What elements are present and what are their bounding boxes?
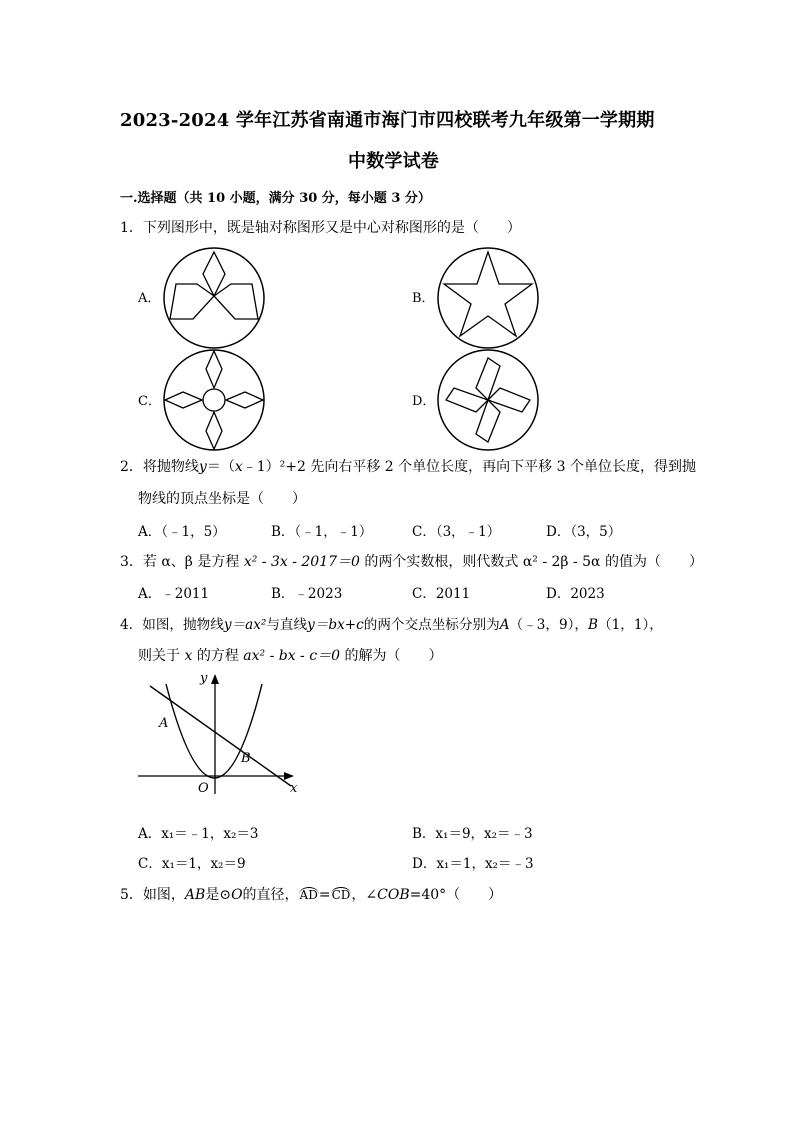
q2-option-a: A．（﹣1，5） bbox=[138, 524, 226, 540]
arc-cd: CD bbox=[331, 888, 351, 902]
q4-option-d: D．x₁＝1，x₂＝﹣3 bbox=[412, 856, 534, 872]
q2-option-c: C．（3，﹣1） bbox=[412, 524, 501, 540]
q4-option-a: A．x₁＝﹣1，x₂＝3 bbox=[138, 826, 259, 842]
q3-equation: x² - 3x - 2017＝0 bbox=[243, 554, 360, 570]
q4-stem-mid: 与直线 bbox=[266, 617, 308, 633]
q2-stem-prefix: 2．将抛物线 bbox=[120, 459, 199, 475]
q4-point-a: A bbox=[499, 617, 510, 633]
q3-option-a: A．﹣2011 bbox=[138, 586, 210, 602]
q5-equals: = bbox=[318, 887, 331, 903]
q3-stem-rest: 的两个实数根，则代数式 α² - 2β - 5α 的值为（ ） bbox=[364, 554, 703, 570]
q2-var-y: y bbox=[198, 459, 207, 475]
question-2-stem-line2: 物线的顶点坐标是（ ） bbox=[138, 491, 306, 507]
q5-cob: COB bbox=[377, 887, 410, 903]
origin-label: O bbox=[198, 781, 209, 796]
q3-option-b: B．﹣2023 bbox=[271, 586, 343, 602]
q4-stem2-rest: 的解为（ ） bbox=[344, 648, 443, 664]
q4-line-eq: y＝bx+c bbox=[307, 617, 364, 633]
q5-stem-rest: =40°（ ） bbox=[409, 887, 503, 903]
q4-var-x: x bbox=[184, 648, 193, 664]
arc-ad: AD bbox=[299, 888, 318, 902]
q1-option-b-figure bbox=[436, 246, 540, 350]
q2-stem-mid: ＝（ bbox=[206, 459, 235, 475]
q4-point-b-coord: （1，1）， bbox=[597, 617, 663, 633]
point-a-label: A bbox=[159, 716, 169, 731]
q5-stem-prefix: 5．如图， bbox=[120, 887, 185, 903]
q2-var-x: x bbox=[234, 459, 243, 475]
q4-graph-figure bbox=[134, 670, 306, 800]
q3-option-d: D．2023 bbox=[546, 586, 605, 602]
q4-option-c: C．x₁＝1，x₂＝9 bbox=[138, 856, 246, 872]
q5-stem-mid: 是⊙ bbox=[205, 887, 232, 903]
question-4-stem-line1 bbox=[120, 613, 663, 633]
straight-line bbox=[150, 686, 291, 786]
x-axis-arrow bbox=[284, 772, 294, 780]
q4-stem2-mid: 的方程 bbox=[196, 648, 239, 664]
q1-option-a-figure bbox=[162, 246, 266, 350]
q1-option-d-label: D． bbox=[412, 394, 436, 409]
q5-stem-mid2: 的直径， bbox=[242, 887, 299, 903]
q4-parabola-eq: y＝ax² bbox=[223, 617, 267, 633]
q4-point-b: B bbox=[587, 617, 598, 633]
page-title-line1: 2023-2024 学年江苏省南通市海门市四校联考九年级第一学期期 bbox=[120, 110, 655, 131]
q4-stem-mid2: 的两个交点坐标分别为 bbox=[363, 617, 500, 633]
q2-option-d: D．（3，5） bbox=[546, 524, 622, 540]
question-4-stem-line2 bbox=[138, 645, 442, 665]
q1-option-c-figure bbox=[162, 348, 266, 452]
q5-stem-mid3: ，∠ bbox=[351, 887, 378, 903]
y-axis-label: y bbox=[200, 671, 208, 686]
point-b-label: B bbox=[241, 751, 251, 766]
page-title-line2: 中数学试卷 bbox=[348, 151, 439, 172]
q5-o: O bbox=[231, 887, 243, 903]
q3-option-c: C．2011 bbox=[412, 586, 471, 602]
q4-stem2-prefix: 则关于 bbox=[138, 648, 180, 664]
q2-option-b: B．（﹣1，﹣1） bbox=[271, 524, 373, 540]
q1-option-a-label: A． bbox=[138, 291, 161, 306]
q3-stem-prefix: 3．若 α、β 是方程 bbox=[120, 554, 240, 570]
q4-point-a-coord: （﹣3，9）， bbox=[509, 617, 588, 633]
q1-option-c-label: C． bbox=[138, 394, 161, 409]
question-2-stem-line1 bbox=[120, 456, 696, 476]
question-1-stem: 1．下列图形中，既是轴对称图形又是中心对称图形的是（ ） bbox=[120, 220, 521, 236]
question-5-stem bbox=[120, 884, 502, 904]
q5-ab: AB bbox=[184, 887, 206, 903]
q2-stem-rest: ﹣1）²+2 先向右平移 2 个单位长度，再向下平移 3 个单位长度，得到抛 bbox=[242, 459, 696, 475]
q4-equation: ax² - bx - c＝0 bbox=[243, 648, 340, 664]
question-3-stem bbox=[120, 551, 703, 571]
q4-stem-prefix: 4．如图，抛物线 bbox=[120, 617, 224, 633]
section-heading: 一.选择题（共 10 小题，满分 30 分，每小题 3 分） bbox=[120, 191, 431, 206]
q1-option-d-figure bbox=[436, 348, 540, 452]
q4-option-b: B．x₁＝9，x₂＝﹣3 bbox=[412, 826, 533, 842]
y-axis-arrow bbox=[211, 674, 219, 684]
x-axis-label: x bbox=[290, 781, 298, 796]
q1-option-b-label: B． bbox=[412, 291, 435, 306]
